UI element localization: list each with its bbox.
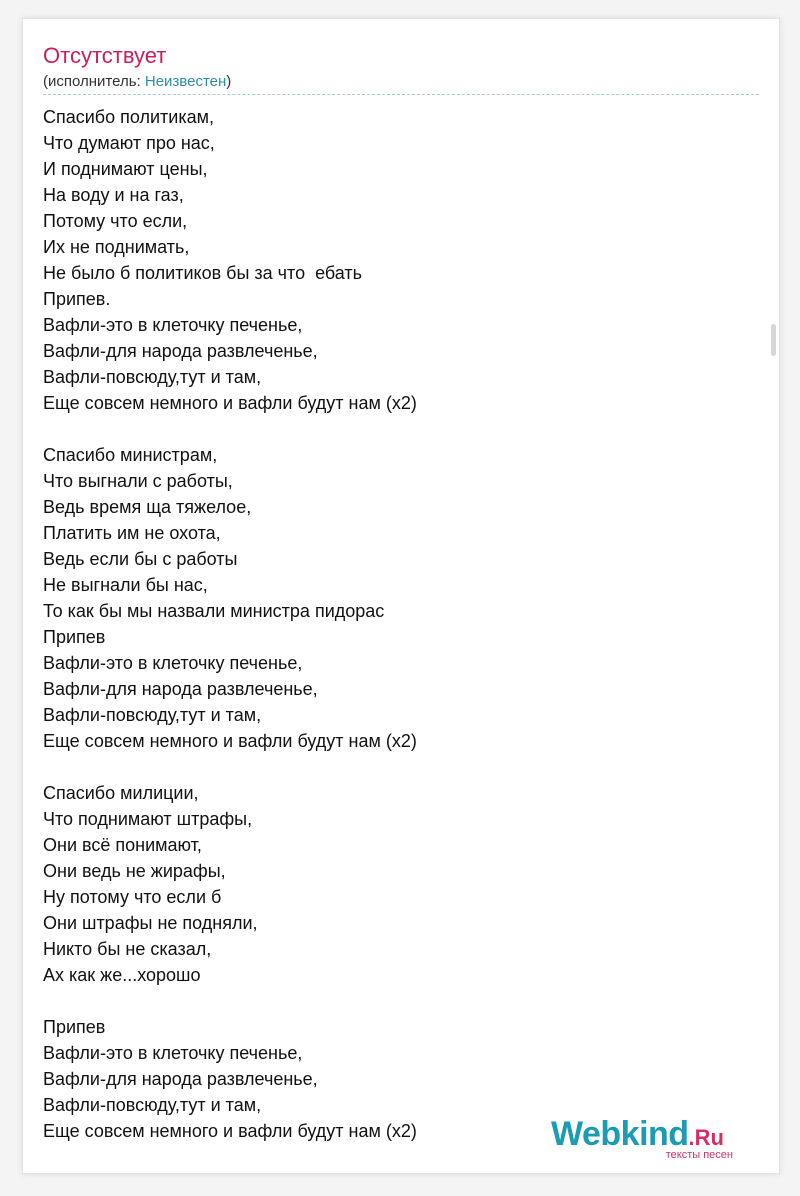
lyric-line: Вафли-для народа развлеченье, (43, 341, 318, 361)
lyrics-stanza-1 (43, 104, 743, 416)
lyric-line: Они штрафы не подняли, (43, 913, 258, 933)
stanza-gap (43, 754, 743, 780)
lyric-line: Ведь время ща тяжелое, (43, 497, 252, 517)
lyric-line: Ах как же...хорошо (43, 965, 201, 985)
lyrics-stanza-3 (43, 780, 743, 988)
lyric-line: Спасибо министрам, (43, 445, 218, 465)
artist-prefix: (исполнитель: (43, 73, 145, 90)
stanza-gap (43, 416, 743, 442)
lyric-line: Спасибо милиции, (43, 783, 199, 803)
site-logo[interactable] (551, 1115, 751, 1163)
lyrics-card (22, 18, 780, 1174)
lyrics-stanza-2 (43, 442, 743, 754)
song-title: Отсутствует (43, 43, 167, 68)
stanza-gap (43, 988, 743, 1014)
lyric-line: Вафли-это в клеточку печенье, (43, 1043, 303, 1063)
logo-tagline: тексты песен (665, 1149, 733, 1161)
lyric-line: Припев (43, 627, 106, 647)
lyric-line: Они ведь не жирафы, (43, 861, 226, 881)
lyric-line: Никто бы не сказал, (43, 939, 212, 959)
lyric-line: И поднимают цены, (43, 159, 208, 179)
lyric-line: Что выгнали с работы, (43, 471, 233, 491)
lyric-line: Вафли-повсюду,тут и там, (43, 367, 262, 387)
scrollbar-thumb[interactable] (771, 324, 776, 356)
lyric-line: Что поднимают штрафы, (43, 809, 253, 829)
lyric-line: Платить им не охота, (43, 523, 221, 543)
artist-line (43, 73, 231, 91)
lyric-line: Они всё понимают, (43, 835, 202, 855)
lyric-line: Не выгнали бы нас, (43, 575, 208, 595)
lyric-line: Вафли-для народа развлеченье, (43, 1069, 318, 1089)
lyric-line: Ведь если бы с работы (43, 549, 238, 569)
lyric-line: Припев. (43, 289, 111, 309)
lyric-line: Вафли-повсюду,тут и там, (43, 1095, 262, 1115)
artist-suffix: ) (226, 73, 232, 90)
lyric-line: Вафли-для народа развлеченье, (43, 679, 318, 699)
lyric-line: Еще совсем немного и вафли будут нам (х2) (43, 731, 417, 751)
lyric-line: Ну потому что если б (43, 887, 222, 907)
artist-link[interactable]: Неизвестен (144, 73, 227, 90)
lyrics-body (43, 104, 743, 1144)
lyric-line: Спасибо политикам, (43, 107, 215, 127)
lyric-line: Еще совсем немного и вафли будут нам (х2) (43, 1121, 417, 1141)
lyric-line: То как бы мы назвали министра пидорас (43, 601, 385, 621)
lyric-line: Вафли-это в клеточку печенье, (43, 315, 303, 335)
lyric-line: Не было б политиков бы за что ебать (43, 263, 363, 283)
lyric-line: Вафли-повсюду,тут и там, (43, 705, 262, 725)
lyric-line: Что думают про нас, (43, 133, 215, 153)
lyric-line: Припев (43, 1017, 106, 1037)
lyric-line: На воду и на газ, (43, 185, 184, 205)
lyric-line: Потому что если, (43, 211, 188, 231)
lyric-line: Вафли-это в клеточку печенье, (43, 653, 303, 673)
logo-main-text: Webkind (551, 1115, 689, 1153)
lyric-line: Их не поднимать, (43, 237, 190, 257)
logo-tld: .Ru (688, 1125, 724, 1150)
lyric-line: Еще совсем немного и вафли будут нам (х2) (43, 393, 417, 413)
title-divider (43, 94, 759, 95)
